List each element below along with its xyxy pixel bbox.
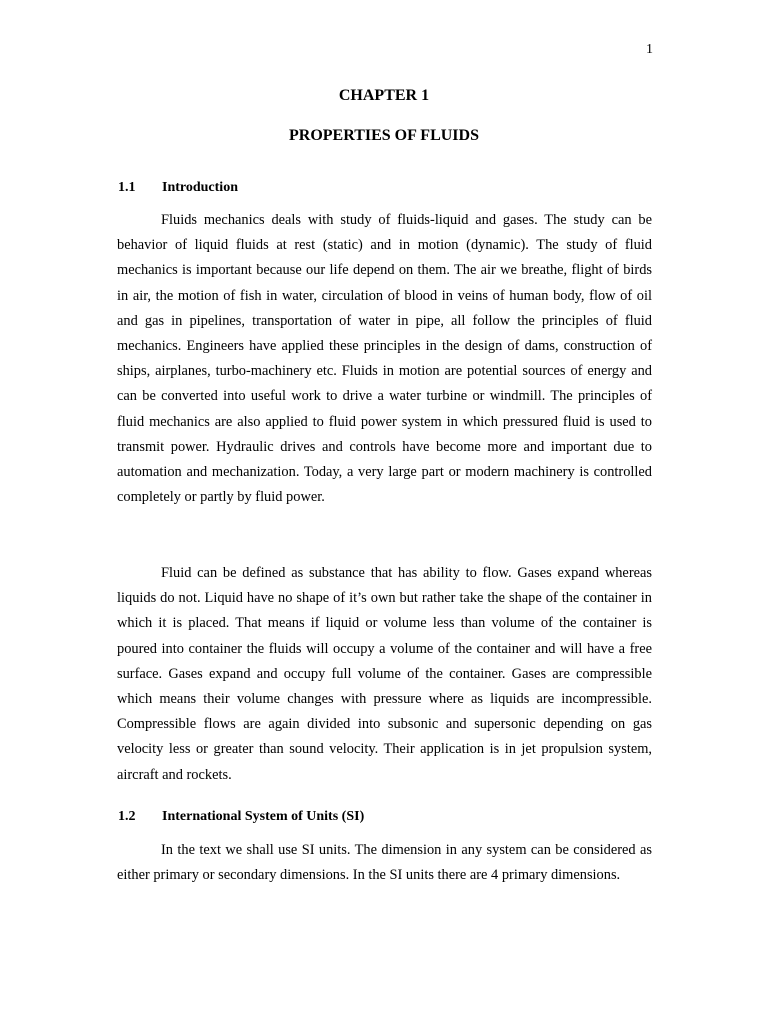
section-title: Introduction <box>162 180 238 195</box>
chapter-subtitle: PROPERTIES OF FLUIDS <box>289 127 479 144</box>
chapter-title: CHAPTER 1 <box>338 87 430 104</box>
page-number: 1 <box>646 42 653 57</box>
section-number: 1.2 <box>118 809 136 824</box>
section-heading-1-2 <box>118 809 364 825</box>
paragraph-introduction-1: Fluids mechanics deals with study of fluids-liquid and gases. The study can be behavior of liquid fluids at rest (static) and in motion (dynamic). The study of fluid mechanics is important because our life depend on them. The air we breathe, flight of birds in air, the motion of fish in water, circulation of blood in veins of human body, flow of oil and gas in pipelines, transportation of water in pipe, all follow the principles of fluid mechanics. Engineers have applied these principles in the design of dams, construction of ships, airplanes, turbo-machinery etc. Fluids in motion are potential sources of energy and can be converted into useful work to drive a water turbine or windmill. The principles of fluid mechanics are also applied to fluid power system in which pressured fluid is used to transmit power. Hydraulic drives and controls have become more and important due to automation and mechanization. Today, a very large part or modern machinery is controlled completely or partly by fluid power. <box>117 212 652 506</box>
section-heading-1-1 <box>118 180 238 196</box>
section-title: International System of Units (SI) <box>162 809 365 824</box>
section-number: 1.1 <box>118 180 136 195</box>
paragraph-si-units: In the text we shall use SI units. The dimension in any system can be considered as either primary or secondary dimensions. In the SI units there are 4 primary dimensions. <box>117 842 652 884</box>
paragraph-introduction-2: Fluid can be defined as substance that has ability to flow. Gases expand whereas liquids do not. Liquid have no shape of it’s own but rather take the shape of the container in which it is placed. That means if liquid or volume less than volume of the container is poured into container the fluids will occupy a volume of the container and will have a free surface. Gases expand and occupy full volume of the container. Gases are compressible which means their volume changes with pressure where as liquids are incompressible. Compressible flows are again divided into subsonic and supersonic depending on gas velocity less or greater than sound velocity. Their application is in jet propulsion system, aircraft and rockets. <box>117 565 652 783</box>
